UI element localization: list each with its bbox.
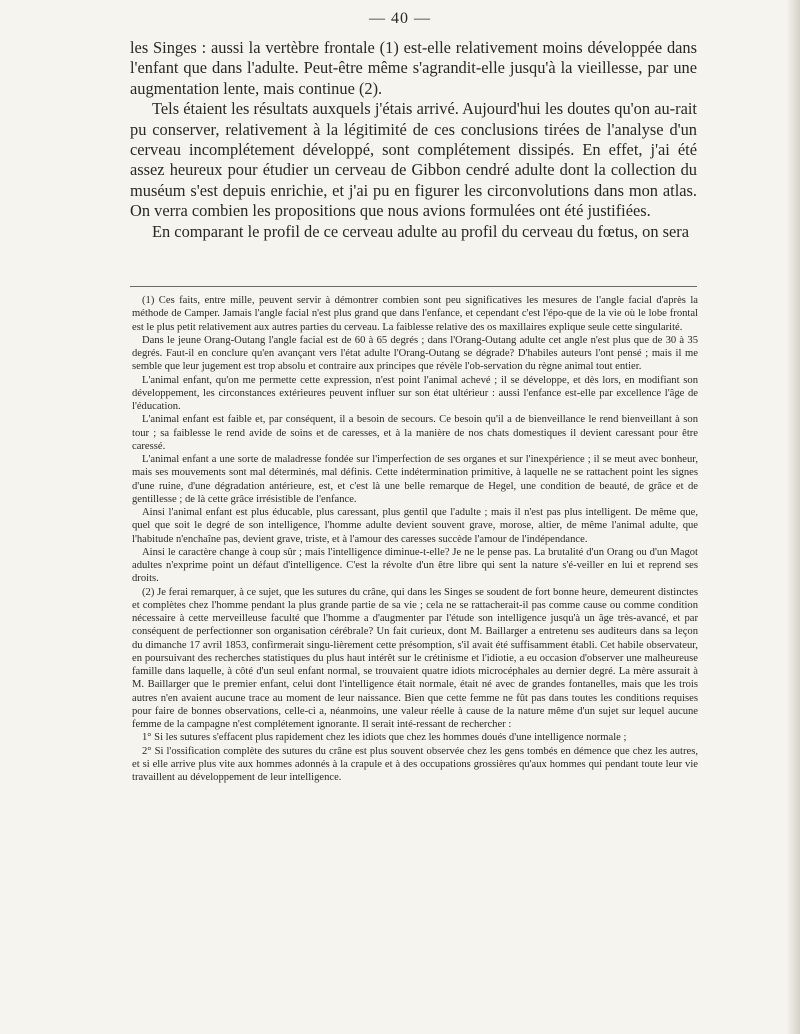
page-number: — 40 — (369, 10, 431, 27)
main-paragraph-3: En comparant le profil de ce cerveau adulte au profil du cerveau du fœtus, on sera (152, 221, 690, 241)
page-edge-shadow (786, 0, 800, 1034)
footnotes (132, 294, 698, 784)
footnote-2: (2) Je ferai remarquer, à ce sujet, que les sutures du crâne, qui dans les Singes se soudent de fort bonne heure, demeurent distinctes et complètes chez l'homme pendant la plus grande partie de sa vie ; cela ne se rattacherait-il pas comme cause ou comme condition nécessaire à cette merveilleuse faculté que l'homme a d'augmenter par l'étude son intelligence jusqu'à un âge très-avancé, et par conséquent de perfectionner son organisation cérébrale? Un fait curieux, dont M. Baillarger a entretenu ses auditeurs dans sa leçon du dimanche 17 avril 1853, confirmerait singu-lièrement cette présomption, s'il avait été suffisamment établi. Cet habile observateur, en poursuivant des recherches statistiques du plus haut intérêt sur le crétinisme et l'idiotie, a eu occasion d'observer une malheureuse famille dans laquelle, à côté d'un seul enfant normal, se trouvaient quatre idiots microcéphales au dernier degré. La mère assurait à M. Baillarger que le premier enfant, celui dont l'intelligence était normale, était né avec de grandes fontanelles, mais que les trois autres n'en avaient aucune trace au moment de leur naissance. Bien que cette femme ne fût pas dans toutes les conditions requises pour faire de bonnes observations, celle-ci a, néanmoins, une valeur réelle à cause de la nature même d'un sujet sur lequel aucune femme de la campagne n'est complétement ignorante. Il serait inté-ressant de rechercher : (132, 586, 698, 730)
footnote-1-cont-b: L'animal enfant, qu'on me permette cette expression, n'est point l'animal achevé ; il se développe, et dès lors, en modifiant son développement, les circonstances extérieures peuvent influer sur son état ultérieur : aussi l'enfance est-elle par excellence l'âge de l'éducation. (132, 374, 698, 412)
footnote-1-cont-e: Ainsi l'animal enfant est plus éducable, plus caressant, plus gentil que l'adulte ; mais il n'est pas plus intelligent. De même que, quel que soit le degré de son intelligence, l'homme adulte devient souvent grave, morose, altier, de même l'animal adulte, que l'habitude n'enchaîne pas, devient grave, triste, et à l'amour des caresses succède l'amour de l'indépendance. (132, 507, 698, 545)
footnote-1-cont-a: Dans le jeune Orang-Outang l'angle facial est de 60 à 65 degrés ; dans l'Orang-Outang adulte cet angle n'est plus que de 30 à 35 degrés. Faut-il en conclure qu'en avançant vers l'état adulte l'Orang-Outang se dégrade? D'habiles auteurs l'ont pensé ; mais il me semble que leur jugement est trop absolu et contraire aux principes que révèle l'ob-servation du règne animal tout entier. (132, 334, 698, 373)
footnote-1: (1) Ces faits, entre mille, peuvent servir à démontrer combien sont peu significatives les mesures de l'angle facial d'après la méthode de Camper. Jamais l'angle facial n'est plus grand que dans l'enfance, et cependant c'est l'épo-que de la vie où le lobe frontal est le plus petit relativement aux autres parties du cerveau. La faiblesse relative des os maxillaires explique seule cette singularité. (132, 295, 698, 333)
footnote-2-item-1: 1° Si les sutures s'effacent plus rapidement chez les idiots que chez les hommes doués d'une intelligence normale ; (142, 732, 627, 744)
main-paragraph-1: les Singes : aussi la vertèbre frontale (1) est-elle relativement moins développée dans l'enfant que dans l'adulte. Peut-être même s'agrandit-elle jusqu'à la vieillesse, par une augmentation lente, mais continue (2). (130, 38, 697, 98)
footnote-2-item-2: 2° Si l'ossification complète des sutures du crâne est plus souvent observée chez les gens tombés en démence que chez les autres, et si elle arrive plus vite aux hommes adonnés à la crapule et à des occupations grossières qu'aux hommes qui pendant toute leur vie travaillent au développement de leur intelligence. (132, 745, 698, 783)
footnote-1-cont-f: Ainsi le caractère change à coup sûr ; mais l'intelligence diminue-t-elle? Je ne le pense pas. La brutalité d'un Orang ou d'un Magot adultes n'exprime point un défaut d'intelligence. C'est la révolte d'un être libre qui sent la nature s'é-veiller en lui et reprend ses droits. (132, 546, 698, 585)
footnote-1-cont-d: L'animal enfant a une sorte de maladresse fondée sur l'imperfection de ses organes et sur l'inexpérience ; il se meut avec bonheur, mais ses mouvements sont mal déterminés, mal définis. Cette indétermination primitive, à laquelle ne se rattachent point les signes d'une ruine, d'une dégradation antérieure, est, et c'est là une belle remarque de Hegel, une condition de beauté, de grâce et de gentillesse ; de là cette grâce irrésistible de l'enfance. (132, 454, 698, 505)
main-text (130, 38, 697, 242)
footnote-separator (130, 286, 697, 287)
footnote-1-cont-c: L'animal enfant est faible et, par conséquent, il a besoin de secours. Ce besoin qu'il a de bienveillance le rend bienveillant à son tour ; sa faiblesse le rend avide de soins et de caresses, et à la manière de nos chats domestiques il devient caressant pour être caressé. (132, 414, 698, 452)
main-paragraph-2: Tels étaient les résultats auxquels j'étais arrivé. Aujourd'hui les doutes qu'on au-rait pu conserver, relativement à la légitimité de ces conclusions tirées de l'analyse d'un cerveau incomplétement développé, sont complétement dissipés. En effet, j'ai été assez heureux pour étudier un cerveau de Gibbon cendré adulte dont la collection du muséum s'est depuis enrichie, et j'ai pu en figurer les circonvolutions dans mon atlas. On verra combien les propositions que nous avions formulées ont été justifiées. (130, 99, 697, 221)
